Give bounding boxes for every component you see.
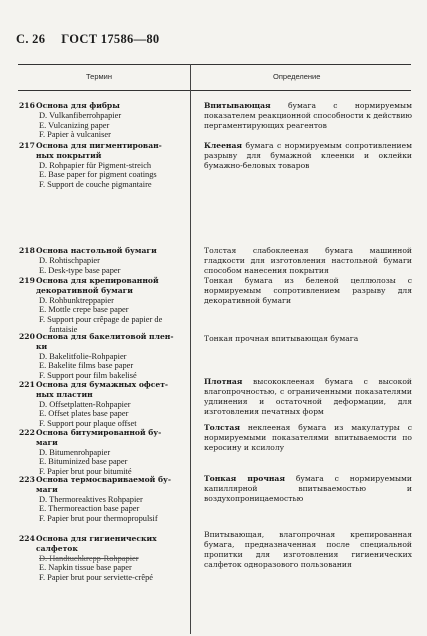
definition-keyword: Толстая xyxy=(204,423,240,432)
term-english: E. Mottle crepe base paper xyxy=(39,305,129,315)
term-number: 217 xyxy=(19,141,35,150)
term-german: D. Vulkanfiberrohpapier xyxy=(39,110,122,120)
definition-cell xyxy=(204,474,412,504)
definition-cell xyxy=(204,334,412,344)
table-header-rule xyxy=(18,90,411,91)
term-german: D. Rohpapier für Pigment-strеich xyxy=(39,160,152,170)
term-german: D. Bakelitfolie-Rohpapier xyxy=(39,351,127,361)
term-russian-cont: ки xyxy=(36,341,48,351)
term-cell xyxy=(19,141,189,190)
column-header-term: Термин xyxy=(86,72,112,81)
term-french: F. Papier brut pour bitumité xyxy=(39,467,132,477)
term-english: E. Desk-type base paper xyxy=(39,265,121,275)
definition-cell xyxy=(204,530,412,570)
definition-text: Тонкая прочная впитывающая бумага xyxy=(204,334,359,343)
table-top-rule xyxy=(18,64,411,65)
definition-cell xyxy=(204,141,412,171)
term-french: F. Support pour crêpage de papier de fantaisie xyxy=(39,315,163,334)
term-french: F. Support pour film bakelisé xyxy=(39,371,137,381)
term-russian-cont: ных пластин xyxy=(36,389,93,399)
term-english: E. Napkin tissue base paper xyxy=(39,563,132,573)
term-english: E. Base paper for pigment coatings xyxy=(39,170,157,180)
term-french: F. Papier brut pour thermopropulsif xyxy=(39,514,158,524)
definition-text: Толстая слабоклееная бумага машинной гладкости для изготовления настольной бумаги способом нанесения покрытия xyxy=(204,246,412,275)
term-german: D. Thermoreaktives Rohpapier xyxy=(39,494,143,504)
definition-text: Тонкая бумага из беленой целлюлозы с нормируемым сопротивлением разрыву для декоративной бумаги xyxy=(204,276,412,305)
definition-text: Впитывающая, влагопрочная крепированная бумага, предназначенная после специальной пропитки для изготовления гигиенических салфеток одноразового пользования xyxy=(204,530,412,569)
term-cell xyxy=(19,428,189,477)
term-russian-cont: маги xyxy=(36,437,58,447)
term-number: 221 xyxy=(19,380,35,389)
definition-cell xyxy=(204,246,412,276)
term-french: F. Support pour plaque offset xyxy=(39,419,137,429)
term-cell xyxy=(19,332,189,381)
term-number: 219 xyxy=(19,276,35,285)
term-number: 218 xyxy=(19,246,35,255)
definition-cell xyxy=(204,101,412,131)
definition-keyword: Впитывающая xyxy=(204,101,271,110)
term-russian: Основа для бумажных офсет- xyxy=(36,380,169,389)
term-cell xyxy=(19,475,189,524)
term-russian: Основа термосвариваемой бу- xyxy=(36,475,172,484)
term-french: F. Papier brut pour serviette-crêpé xyxy=(39,573,153,583)
term-english: E. Vulcanizing paper xyxy=(39,120,110,130)
term-french: F. Support de couche pigmantaire xyxy=(39,180,152,190)
term-russian-cont: салфеток xyxy=(36,543,78,553)
term-number: 220 xyxy=(19,332,35,341)
definition-text: бумага с нормируемыми капиллярной впитываемостью и воздухопроницаемостью xyxy=(204,474,412,503)
term-russian-cont: ных покрытий xyxy=(36,150,102,160)
definition-cell xyxy=(204,377,412,417)
term-cell xyxy=(19,534,189,583)
term-cell xyxy=(19,101,189,140)
term-cell xyxy=(19,246,189,275)
term-russian-cont: маги xyxy=(36,484,58,494)
term-german: D. Handtuchkrepp-Rohpapier xyxy=(39,553,139,563)
definition-text: неклееная бумага из макулатуры с нормируемыми показателями впитываемости по керосину и ксилолу xyxy=(204,423,412,452)
term-russian: Основа битумированной бу- xyxy=(36,428,162,437)
term-number: 222 xyxy=(19,428,35,437)
term-number: 223 xyxy=(19,475,35,484)
term-cell xyxy=(19,380,189,429)
column-header-definition: Определение xyxy=(273,72,321,81)
term-russian: Основа для гигиенических xyxy=(36,534,157,543)
definition-text: высококлееная бумага с высокой влагопрочностью, с ограниченными показателями удлинения и остаточной деформации, для изготовления печатных форм xyxy=(204,377,412,416)
definition-cell xyxy=(204,423,412,453)
term-russian-cont: декоративной бумаги xyxy=(36,285,133,295)
definition-text: бумага с нормируемым показателем реакционной способности к действию пергаментирующих реагентов xyxy=(204,101,412,130)
definition-text: бумага с нормируемым сопротивлением разрыву для бумажной клеенки и оклейки бумажно-беловых товаров xyxy=(204,141,412,170)
term-russian: Основа для крепированной xyxy=(36,276,159,285)
standard-title: ГОСТ 17586—80 xyxy=(61,32,160,46)
term-german: D. Rohtischpapier xyxy=(39,255,100,265)
term-english: E. Bituminized base paper xyxy=(39,457,128,467)
term-cell xyxy=(19,276,189,335)
term-number: 216 xyxy=(19,101,35,110)
term-russian: Основа для пигментирован- xyxy=(36,141,162,150)
term-english: E. Thermoreaction base paper xyxy=(39,504,140,514)
definition-keyword: Плотная xyxy=(204,377,243,386)
term-english: E. Bakelite films base paper xyxy=(39,361,134,371)
definition-keyword: Клееная xyxy=(204,141,243,150)
definition-keyword: Тонкая прочная xyxy=(204,474,285,483)
term-russian: Основа настольной бумаги xyxy=(36,246,157,255)
term-russian: Основа для бакелитовой плен- xyxy=(36,332,174,341)
page-header xyxy=(16,32,159,47)
term-german: D. Offsetplatten-Rohpapier xyxy=(39,399,131,409)
column-separator xyxy=(190,64,191,634)
term-french: F. Papier à vulcaniser xyxy=(39,130,111,140)
term-german: D. Rohbunktreppapier xyxy=(39,295,114,305)
term-english: E. Offset plates base paper xyxy=(39,409,129,419)
term-russian: Основа для фибры xyxy=(36,101,120,110)
term-german: D. Bitumenrohpapier xyxy=(39,447,111,457)
definition-cell xyxy=(204,276,412,306)
page-number: С. 26 xyxy=(16,32,46,46)
term-number: 224 xyxy=(19,534,35,543)
